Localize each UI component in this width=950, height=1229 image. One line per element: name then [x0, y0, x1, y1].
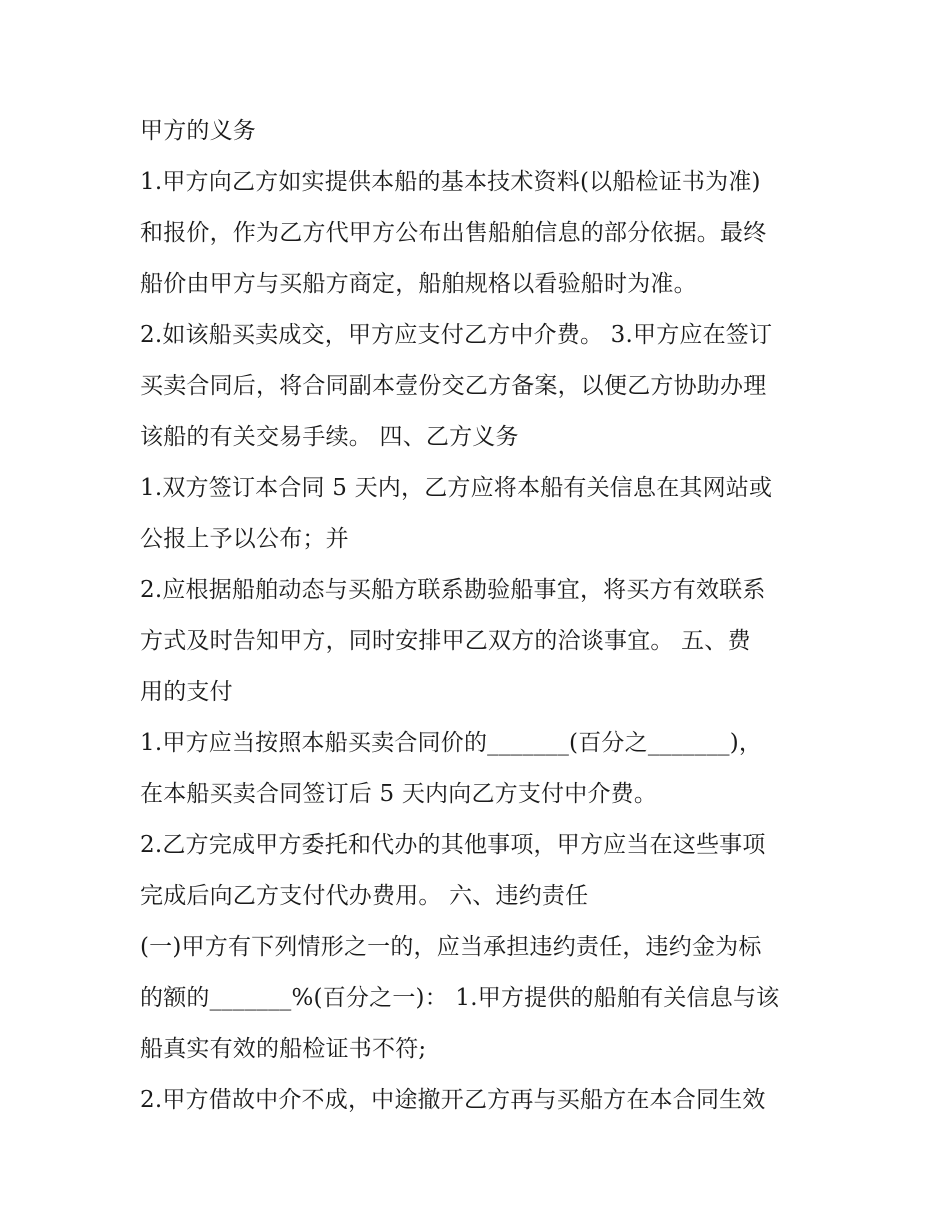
text-line: 2.应根据船舶动态与买船方联系勘验船事宜，将买方有效联系: [140, 577, 766, 603]
text-line: (一)甲方有下列情形之一的，应当承担违约责任，违约金为标: [140, 934, 762, 960]
text-line: 方式及时告知甲方，同时安排甲乙双方的洽谈事宜。 五、费: [140, 628, 751, 654]
section-heading-party-a-obligations: 甲方的义务: [140, 118, 256, 144]
text-line: 公报上予以公布；并: [140, 526, 349, 552]
text-line: 完成后向乙方支付代办费用。 六、违约责任: [140, 883, 589, 909]
contract-text: [140, 106, 820, 1126]
text-line: 2.乙方完成甲方委托和代办的其他事项，甲方应当在这些事项: [140, 832, 766, 858]
text-line: 船真实有效的船检证书不符;: [140, 1036, 427, 1062]
text-line: 在本船买卖合同签订后 5 天内向乙方支付中介费。: [140, 781, 658, 807]
text-line: 该船的有关交易手续。 四、乙方义务: [140, 424, 519, 450]
text-line: 用的支付: [140, 679, 233, 705]
text-line: 2.甲方借故中介不成，中途撤开乙方再与买船方在本合同生效: [140, 1087, 766, 1113]
text-line: 1.甲方应当按照本船买卖合同价的_______(百分之_______)，: [140, 730, 763, 756]
text-line: 船价由甲方与买船方商定，船舶规格以看验船时为准。: [140, 271, 697, 297]
text-line: 买卖合同后，将合同副本壹份交乙方备案，以便乙方协助办理: [140, 373, 767, 399]
text-line: 1.双方签订本合同 5 天内，乙方应将本船有关信息在其网站或: [140, 475, 773, 501]
text-line: 2.如该船买卖成交，甲方应支付乙方中介费。 3.甲方应在签订: [140, 322, 773, 348]
text-line: 1.甲方向乙方如实提供本船的基本技术资料(以船检证书为准): [140, 169, 761, 195]
text-line: 和报价，作为乙方代甲方公布出售船舶信息的部分依据。最终: [140, 220, 767, 246]
text-line: 的额的_______%(百分之一)： 1.甲方提供的船舶有关信息与该: [140, 985, 780, 1011]
